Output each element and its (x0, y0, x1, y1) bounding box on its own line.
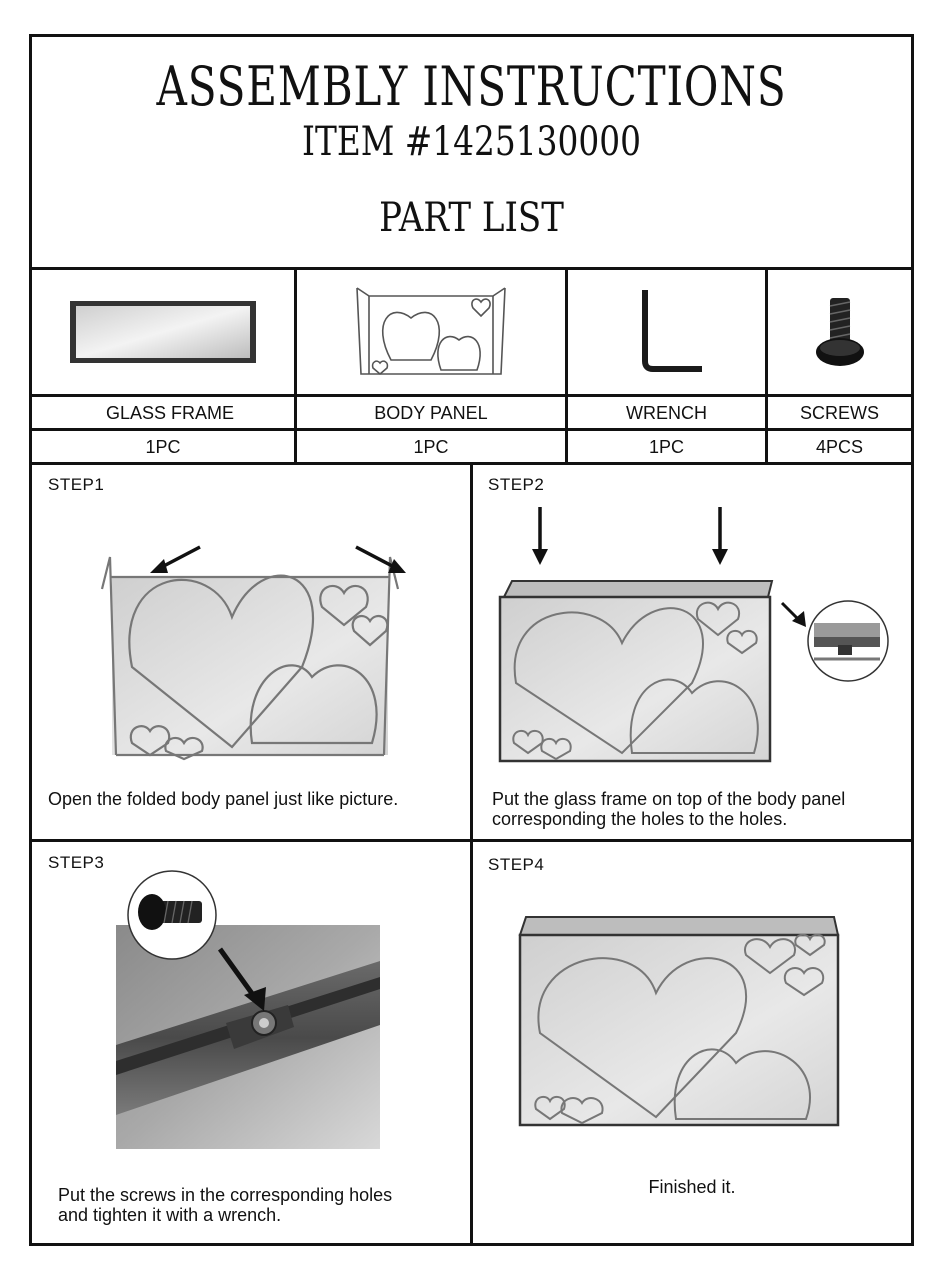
step2-label: STEP2 (488, 475, 545, 494)
part-body-panel (297, 270, 565, 394)
part-qty-screws: 4PCS (815, 436, 864, 457)
step2-text (492, 789, 845, 829)
instruction-sheet (29, 34, 914, 1246)
step3-text-line1: Put the screws in the corresponding holes (58, 1185, 393, 1205)
divider (470, 465, 473, 1246)
part-qty-wrench: 1PC (648, 436, 684, 457)
part-glass-frame (32, 270, 294, 394)
part-qty-glass-frame: 1PC (145, 436, 181, 457)
part-qty-body-panel: 1PC (413, 436, 449, 457)
part-label-screws: SCREWS (799, 402, 879, 423)
header (32, 37, 911, 270)
step3-illustration (116, 865, 386, 1151)
step4-text: Finished it. (648, 1177, 736, 1197)
item-number: ITEM #1425130000 (302, 119, 641, 165)
part-label-body-panel: BODY PANEL (374, 402, 488, 423)
step2-illustration (492, 503, 892, 773)
step1-text: Open the folded body panel just like picture. (48, 789, 399, 809)
step2-text-line2: corresponding the holes to the holes. (492, 809, 788, 829)
part-wrench (568, 270, 765, 394)
step3-text (58, 1185, 392, 1225)
step4-illustration (516, 913, 840, 1129)
part-label-wrench: WRENCH (626, 402, 707, 423)
step1-label: STEP1 (48, 475, 105, 494)
step4-label: STEP4 (488, 855, 545, 874)
body-panel-icon (351, 282, 511, 382)
part-list-title: PART LIST (379, 195, 564, 241)
step3-label: STEP3 (48, 853, 105, 872)
wrench-icon (627, 287, 707, 377)
divider (32, 839, 911, 842)
glass-frame-icon (68, 297, 258, 367)
part-label-glass-frame: GLASS FRAME (105, 402, 235, 423)
screw-icon (810, 292, 870, 372)
step2-text-line1: Put the glass frame on top of the body panel (492, 789, 846, 809)
page-title: ASSEMBLY INSTRUCTIONS (156, 55, 787, 118)
step1-illustration (92, 507, 412, 767)
part-screw (768, 270, 911, 394)
step3-text-line2: and tighten it with a wrench. (58, 1205, 282, 1225)
